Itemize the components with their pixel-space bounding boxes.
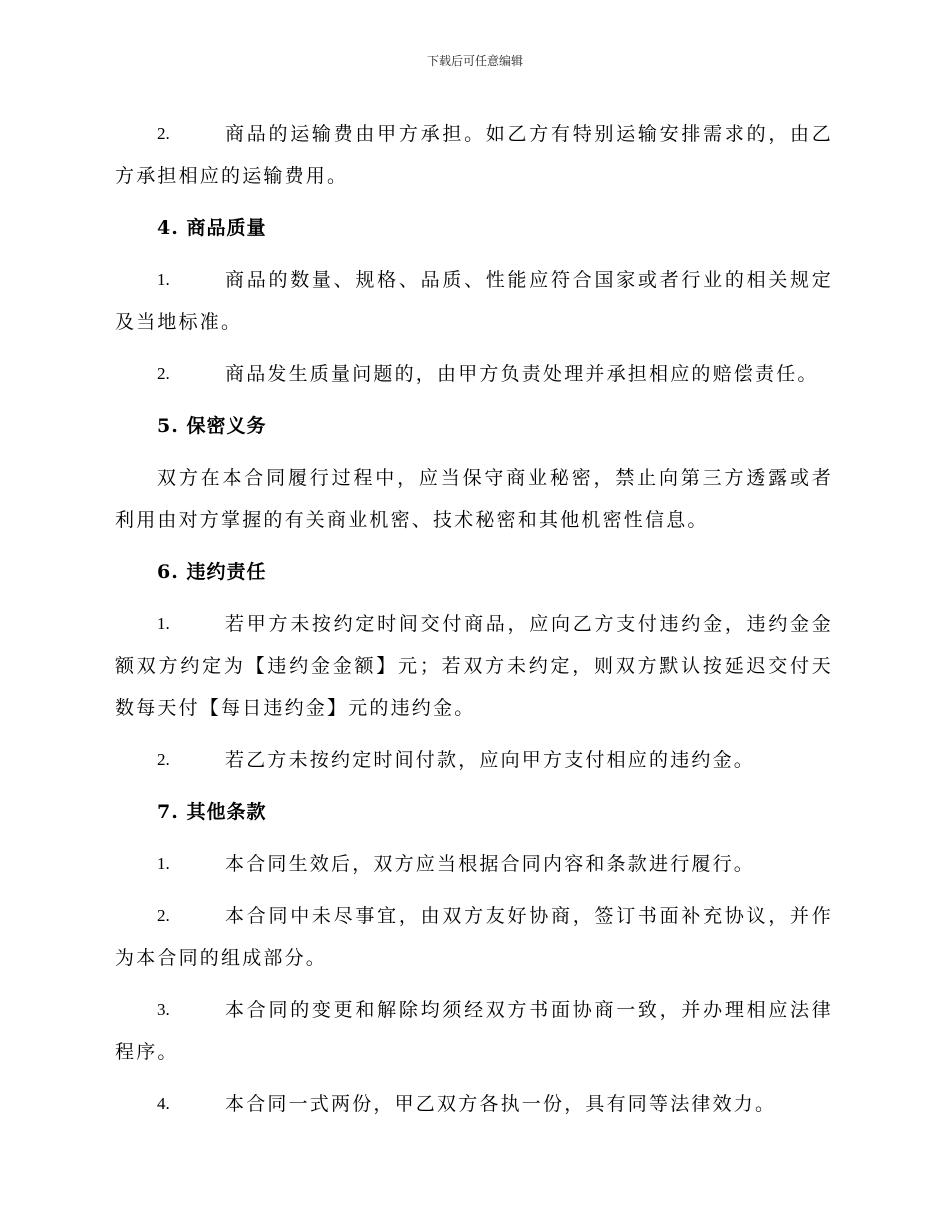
clause-6-item-1 [115, 603, 833, 729]
item-number: 1. [157, 854, 170, 873]
item-number: 2. [157, 750, 170, 769]
clause-4-item-1 [115, 259, 833, 343]
item-text: 若乙方未按约定时间付款，应向甲方支付相应的违约金。 [225, 749, 756, 771]
item-number: 3. [157, 1000, 170, 1019]
clause-6-item-2 [115, 739, 833, 781]
item-text: 若甲方未按约定时间交付商品，应向乙方支付违约金，违约金金额双方约定为【违约金金额】元；若双方未约定，则双方默认按延迟交付天数每天付【每日违约金】元的违约金。 [115, 613, 833, 719]
item-number: 2. [157, 364, 170, 383]
section-heading-quality: 4. 商品质量 [157, 217, 267, 239]
item-text: 本合同一式两份，甲乙双方各执一份，具有同等法律效力。 [225, 1093, 777, 1115]
contract-body [115, 113, 833, 1135]
item-text: 商品的数量、规格、品质、性能应符合国家或者行业的相关规定及当地标准。 [115, 269, 833, 333]
section-heading-other-terms: 7. 其他条款 [157, 801, 267, 823]
section-heading-breach: 6. 违约责任 [157, 561, 267, 583]
item-number: 1. [157, 614, 170, 633]
item-number: 2. [157, 124, 170, 143]
item-text: 本合同中未尽事宜，由双方友好协商，签订书面补充协议，并作为本合同的组成部分。 [115, 905, 833, 969]
item-text: 本合同生效后，双方应当根据合同内容和条款进行履行。 [225, 853, 756, 875]
clause-4-item-2 [115, 353, 833, 395]
item-number: 4. [157, 1094, 170, 1113]
item-text: 本合同的变更和解除均须经双方书面协商一致，并办理相应法律程序。 [115, 999, 833, 1063]
clause-3-item-2 [115, 113, 833, 197]
item-number: 1. [157, 270, 170, 289]
item-text: 商品发生质量问题的，由甲方负责处理并承担相应的赔偿责任。 [225, 363, 819, 385]
confidentiality-paragraph: 双方在本合同履行过程中，应当保守商业秘密，禁止向第三方透露或者利用由对方掌握的有关商业机密、技术秘密和其他机密性信息。 [115, 467, 833, 531]
clause-7-item-4 [115, 1083, 833, 1125]
clause-7-item-3 [115, 989, 833, 1073]
page-header-note: 下载后可任意编辑 [426, 54, 523, 68]
item-text: 商品的运输费由甲方承担。如乙方有特别运输安排需求的，由乙方承担相应的运输费用。 [115, 123, 833, 187]
item-number: 2. [157, 906, 170, 925]
clause-7-item-2 [115, 895, 833, 979]
clause-7-item-1 [115, 843, 833, 885]
section-heading-confidentiality: 5. 保密义务 [157, 415, 267, 437]
